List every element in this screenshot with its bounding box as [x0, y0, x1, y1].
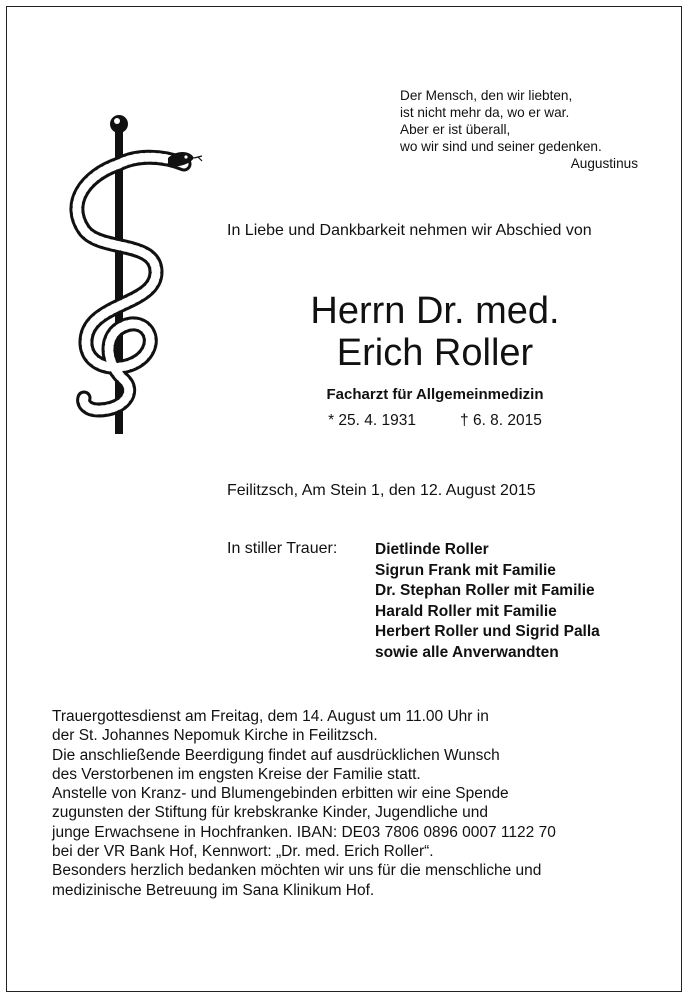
rod-of-asclepius-icon	[64, 112, 204, 442]
life-dates	[255, 412, 615, 430]
mourning-label: In stiller Trauer:	[227, 540, 338, 557]
details-line: zugunsten der Stiftung für krebskranke Kinder, Jugendliche und	[52, 804, 488, 822]
details-line: des Verstorbenen im engsten Kreise der Familie statt.	[52, 765, 421, 783]
details-line: Trauergottesdienst am Freitag, dem 14. August um 11.00 Uhr in	[52, 708, 489, 725]
mourner-name: Dietlinde Roller	[375, 541, 489, 558]
mourner-name: sowie alle Anverwandten	[375, 643, 559, 661]
quote-line: Der Mensch, den wir liebten,	[400, 88, 573, 103]
details-line: Die anschließende Beerdigung findet auf ausdrücklichen Wunsch	[52, 746, 500, 764]
farewell-intro: In Liebe und Dankbarkeit nehmen wir Abschied von	[227, 222, 592, 239]
details-line: Besonders herzlich bedanken möchten wir uns für die menschliche und	[52, 862, 542, 880]
details-line: medizinische Betreuung im Sana Klinikum Hof.	[52, 881, 375, 899]
details-line: bei der VR Bank Hof, Kennwort: „Dr. med. Erich Roller“.	[52, 843, 434, 861]
details-line: junge Erwachsene in Hochfranken. IBAN: DE03 7806 0896 0007 1122 70	[52, 823, 556, 841]
deceased-name	[255, 290, 615, 374]
quote-author: Augustinus	[570, 156, 638, 171]
deceased-fullname: Erich Roller	[336, 332, 534, 374]
mourner-name: Harald Roller mit Familie	[375, 602, 557, 620]
death-date: † 6. 8. 2015	[460, 412, 542, 429]
funeral-details	[52, 707, 652, 900]
mourner-name: Sigrun Frank mit Familie	[375, 561, 556, 579]
mourner-name: Herbert Roller und Sigrid Palla	[375, 623, 600, 641]
quote-line: ist nicht mehr da, wo er war.	[400, 105, 570, 120]
deceased-profession: Facharzt für Allgemeinmedizin	[326, 386, 544, 403]
quote-line: Aber er ist überall,	[400, 122, 511, 137]
epigraph-quote	[400, 87, 650, 172]
mourner-name: Dr. Stephan Roller mit Familie	[375, 582, 595, 600]
details-line: Anstelle von Kranz- und Blumengebinden erbitten wir eine Spende	[52, 785, 509, 803]
details-line: der St. Johannes Nepomuk Kirche in Feilitzsch.	[52, 727, 378, 745]
place-and-date: Feilitzsch, Am Stein 1, den 12. August 2015	[227, 482, 536, 499]
birth-date: * 25. 4. 1931	[328, 412, 417, 429]
quote-line: wo wir sind und seiner gedenken.	[400, 139, 602, 154]
deceased-title: Herrn Dr. med.	[310, 290, 560, 332]
mourners-list	[375, 540, 600, 664]
